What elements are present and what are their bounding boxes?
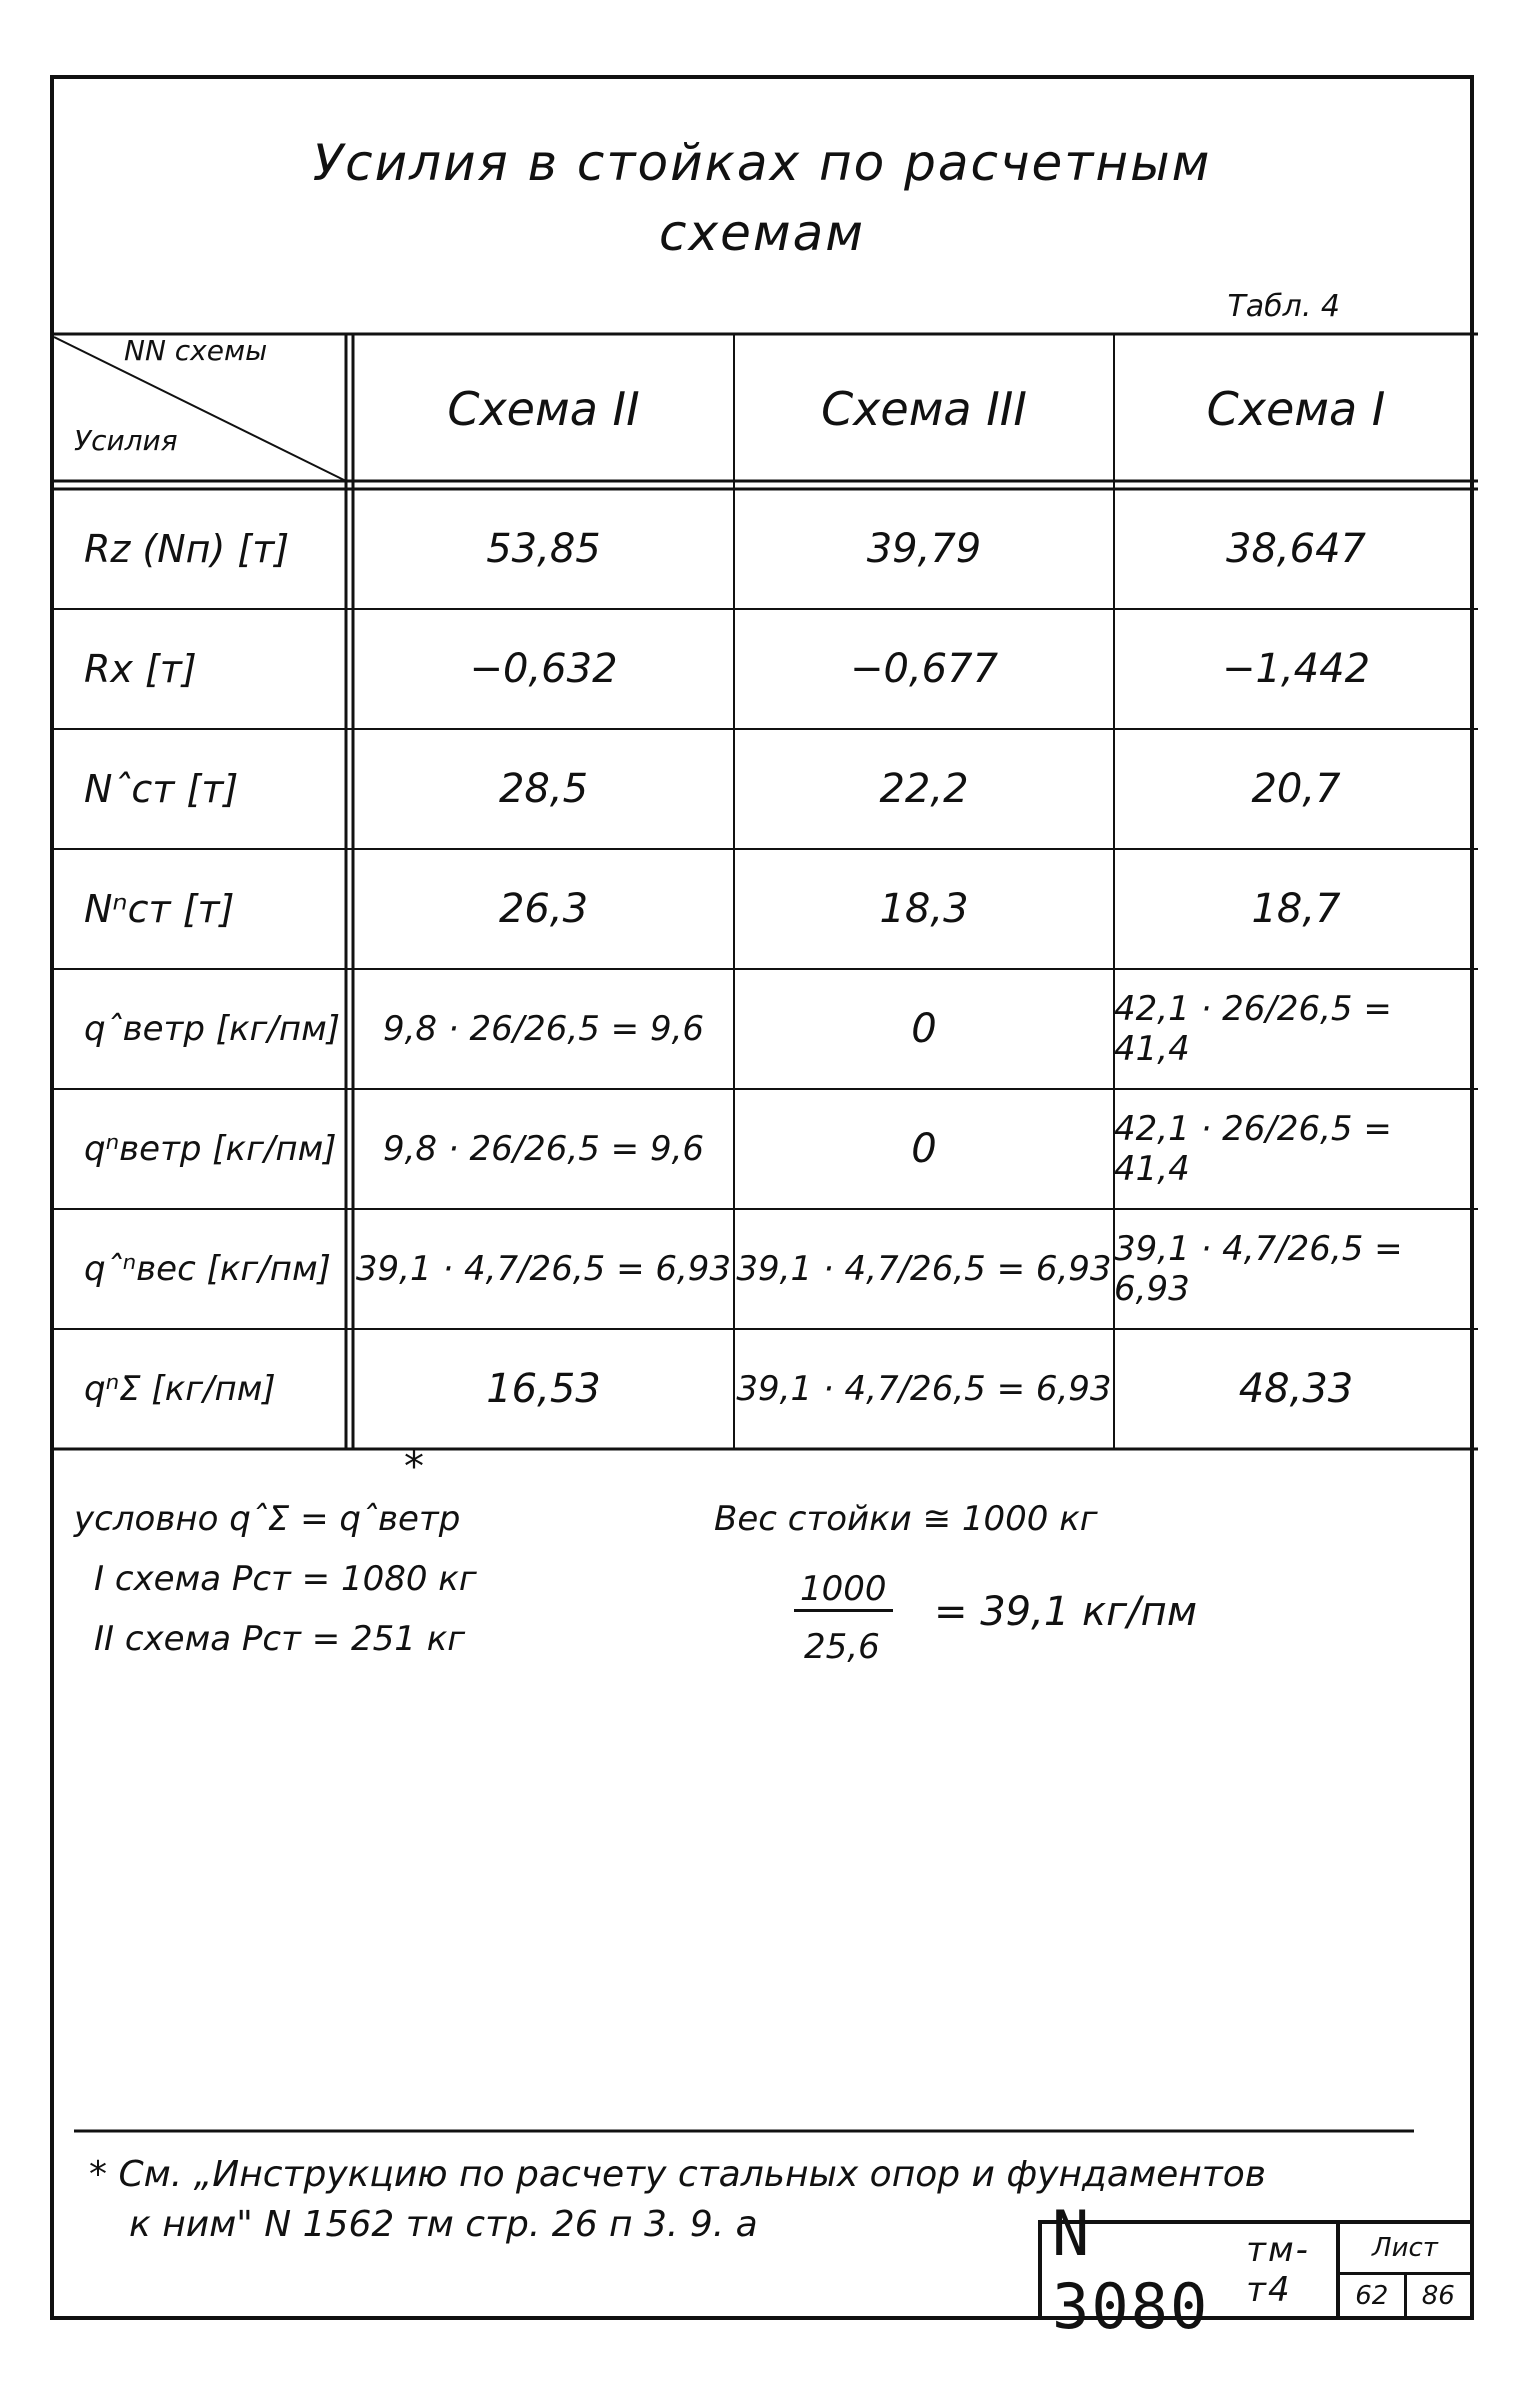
fraction-result: = 39,1 кг/пм <box>934 1589 1197 1635</box>
cell-q-wind-l-scheme-3: 0 <box>911 1006 937 1052</box>
cell-n-st-l-scheme-2: 28,5 <box>498 766 589 812</box>
note-scheme-1-weight: I схема Pст = 1080 кг <box>94 1559 477 1599</box>
footnote-line-2: к ним" N 1562 тм стр. 26 п 3. 9. а <box>129 2204 758 2245</box>
cell-rz-scheme-3: 39,79 <box>866 526 982 572</box>
note-scheme-2-weight: II схема Pст = 251 кг <box>94 1619 466 1659</box>
column-header-scheme-1: Схема I <box>1206 382 1386 436</box>
fraction-denominator: 25,6 <box>804 1627 880 1667</box>
table-label: Табл. 4 <box>1227 289 1340 324</box>
drawing-number <box>1042 2197 1336 2343</box>
row-label-n-st-n: Nⁿст [т] <box>84 887 235 931</box>
cell-rx-scheme-1: −1,442 <box>1221 646 1371 692</box>
cell-q-wind-l-scheme-2: 9,8 · 26/26,5 = 9,6 <box>382 1009 705 1049</box>
footnote-line-1: * См. „Инструкцию по расчету стальных опор и фундаментов <box>89 2154 1267 2195</box>
sheet-number: 62 <box>1340 2275 1407 2316</box>
row-label-rz: Rz (Nп) [т] <box>84 527 290 571</box>
column-header-scheme-3: Схема III <box>821 382 1027 436</box>
header-corner-bottom: Усилия <box>74 424 178 457</box>
row-label-q-weight: qˆⁿвес [кг/пм] <box>84 1249 331 1289</box>
drawing-number-main: N 3080 <box>1052 2197 1210 2343</box>
cell-q-wind-l-scheme-1: 42,1 · 26/26,5 = 41,4 <box>1114 989 1392 1069</box>
drawing-number-suffix: тм-т4 <box>1246 2230 1310 2310</box>
cell-q-weight-scheme-1: 39,1 · 4,7/26,5 = 6,93 <box>1114 1229 1403 1309</box>
cell-q-weight-scheme-2: 39,1 · 4,7/26,5 = 6,93 <box>355 1249 732 1289</box>
cell-n-st-l-scheme-3: 22,2 <box>879 766 969 812</box>
cell-q-sum-scheme-1: 48,33 <box>1238 1366 1354 1412</box>
row-label-q-wind-n: qⁿветр [кг/пм] <box>84 1129 337 1169</box>
header-corner-top: NN схемы <box>124 334 268 367</box>
cell-n-st-n-scheme-2: 26,3 <box>498 886 589 932</box>
cell-n-st-n-scheme-1: 18,7 <box>1251 886 1341 932</box>
drawing-stamp <box>1038 2197 1474 2343</box>
cell-rx-scheme-3: −0,677 <box>849 646 999 692</box>
note-post-weight: Вес стойки ≅ 1000 кг <box>714 1499 1098 1539</box>
row-label-rx: Rx [т] <box>84 647 197 691</box>
sheet-total: 86 <box>1421 2280 1455 2311</box>
row-label-n-st-l: Nˆст [т] <box>84 767 239 811</box>
sheet-box <box>1336 2224 1470 2316</box>
sheet-label: Лист <box>1340 2224 1470 2275</box>
page-title-line2: схемам <box>659 204 865 262</box>
note-conditional: условно qˆΣ = qˆветр <box>74 1499 461 1539</box>
cell-rx-scheme-2: −0,632 <box>469 646 618 692</box>
column-header-scheme-2: Схема II <box>447 382 640 436</box>
cell-q-wind-n-scheme-1: 42,1 · 26/26,5 = 41,4 <box>1114 1109 1392 1189</box>
cell-q-wind-n-scheme-3: 0 <box>911 1126 937 1172</box>
asterisk-mark: * <box>404 1444 424 1490</box>
row-label-q-wind-l: qˆветр [кг/пм] <box>84 1009 340 1049</box>
fraction-numerator: 1000 <box>794 1569 893 1612</box>
cell-n-st-n-scheme-3: 18,3 <box>879 886 969 932</box>
cell-q-sum-scheme-2: 16,53 <box>486 1366 601 1412</box>
cell-n-st-l-scheme-1: 20,7 <box>1251 766 1341 812</box>
cell-q-wind-n-scheme-2: 9,8 · 26/26,5 = 9,6 <box>382 1129 705 1169</box>
cell-rz-scheme-1: 38,647 <box>1226 526 1366 572</box>
cell-q-sum-scheme-3: 39,1 · 4,7/26,5 = 6,93 <box>736 1369 1112 1409</box>
page-title-line1: Усилия в стойках по расчетным <box>312 134 1212 192</box>
cell-rz-scheme-2: 53,85 <box>486 526 601 572</box>
cell-q-weight-scheme-3: 39,1 · 4,7/26,5 = 6,93 <box>736 1249 1112 1289</box>
row-label-q-sum: qⁿΣ [кг/пм] <box>84 1369 276 1409</box>
drawing-frame <box>50 75 1474 2343</box>
